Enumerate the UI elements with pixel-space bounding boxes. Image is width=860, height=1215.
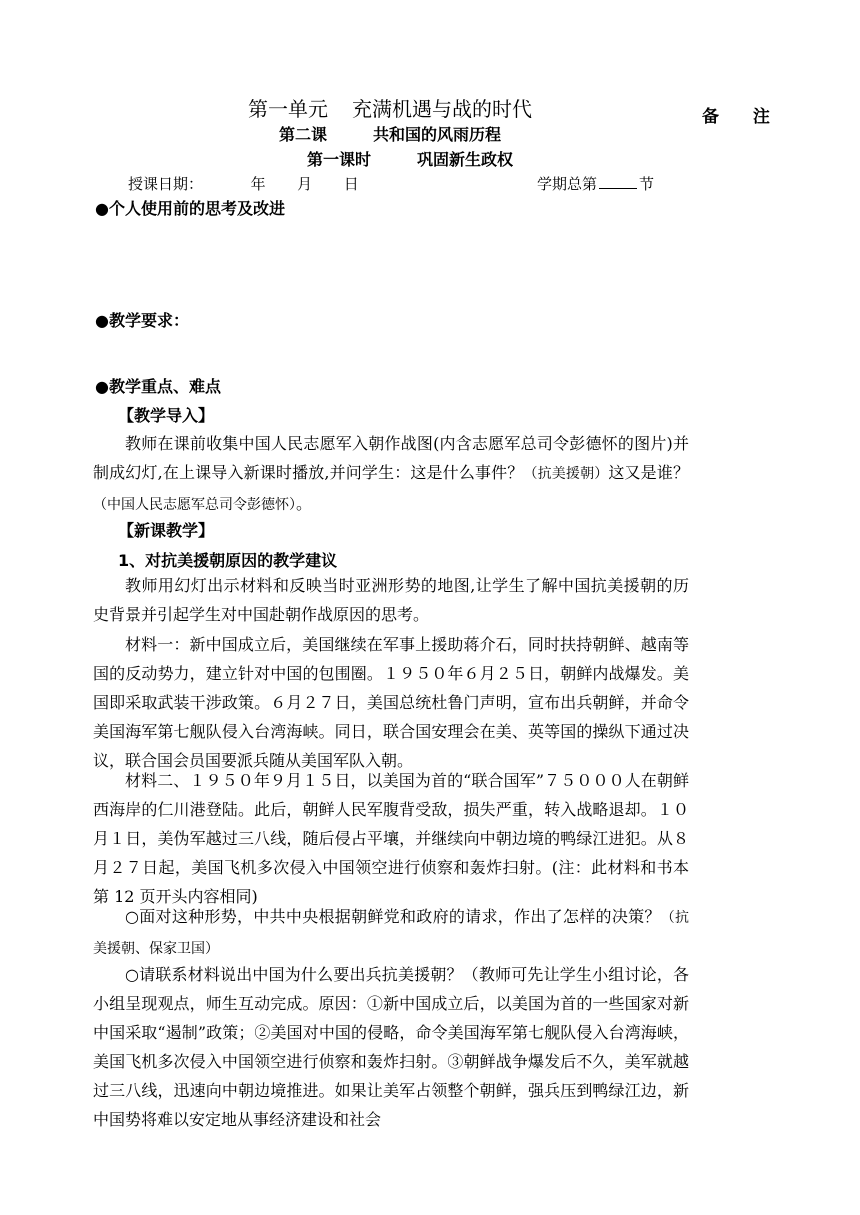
date-month: 月 bbox=[297, 175, 313, 193]
term-suffix: 节 bbox=[639, 175, 655, 193]
date-day: 日 bbox=[343, 175, 359, 193]
intro-text-b: 这又是谁？ bbox=[608, 463, 689, 482]
intro-paragraph bbox=[93, 429, 689, 520]
question-reasons: ○请联系材料说出中国为什么要出兵抗美援朝？（教师可先让学生小组讨论，各小组呈现观点，师生互动完成。原因：①新中国成立后，以美国为首的一些国家对新中国采取“遏制”政策；②美国对中国的侵略，命令美国海军第七舰队侵入台湾海峡，美国飞机多次侵入中国领空进行侦察和轰炸扫射。③朝鲜战争爆发后不久，美军就越过三八线，迅速向中朝边境推进。如果让美军占领整个朝鲜，强兵压到鸭绿江边，新中国势将难以安定地从事经济建设和社会 bbox=[93, 965, 689, 1129]
date-year: 年 bbox=[250, 175, 266, 193]
lesson-title bbox=[0, 122, 780, 145]
term-blank bbox=[599, 174, 637, 189]
margin-note-label: 备 注 bbox=[702, 107, 784, 127]
period-title bbox=[0, 147, 820, 170]
paragraph-slides: 教师用幻灯出示材料和反映当时亚洲形势的地图,让学生了解中国抗美援朝的历史背景并引起学生对中国赴朝作战原因的思考。 bbox=[93, 576, 689, 624]
section-new-lesson: 【新课教学】 bbox=[118, 521, 215, 540]
section-requirements: ●教学要求： bbox=[95, 311, 189, 330]
section-reflection: ●个人使用前的思考及改进 bbox=[95, 199, 285, 218]
intro-text-c: 。 bbox=[296, 494, 313, 513]
topic-1-heading: 1、对抗美援朝原因的教学建议 bbox=[118, 551, 338, 570]
unit-number: 第一单元 bbox=[248, 97, 328, 121]
intro-answer-1: （抗美援朝） bbox=[523, 466, 609, 482]
section-key-points: ●教学重点、难点 bbox=[95, 377, 221, 396]
paragraph-material-1: 材料一：新中国成立后，美国继续在军事上援助蒋介石，同时扶持朝鲜、越南等国的反动势力，建立针对中国的包围圈。１９５０年６月２５日，朝鲜内战爆发。美国即采取武装干涉政策。６月２７日，美国总统杜鲁门声明，宣布出兵朝鲜，并命令美国海军第七舰队侵入台湾海峡。同日，联合国安理会在美、英等国的操纵下通过决议，联合国会员国要派兵随从美国军队入朝。 bbox=[93, 635, 689, 770]
term-lesson-count bbox=[537, 173, 654, 194]
intro-text-a: 教师在课前收集中国人民志愿军入朝作战图(内含志愿军总司令彭德怀的图片)并制成幻灯,在上课导入新课时播放,并问学生：这是什么事件？ bbox=[93, 434, 689, 482]
question-decision-text: ○面对这种形势，中共中央根据朝鲜党和政府的请求，作出了怎样的决策？ bbox=[125, 907, 661, 926]
period-number: 第一课时 bbox=[306, 150, 371, 169]
lesson-date-line bbox=[128, 173, 359, 194]
lesson-number: 第二课 bbox=[278, 125, 327, 144]
term-prefix: 学期总第 bbox=[537, 175, 598, 193]
question-decision-answer: （抗美援朝、保家卫国） bbox=[93, 910, 689, 957]
intro-answer-2: （中国人民志愿军总司令彭德怀） bbox=[93, 497, 296, 513]
unit-name: 充满机遇与战的时代 bbox=[352, 97, 532, 121]
lesson-name: 共和国的风雨历程 bbox=[373, 125, 502, 144]
unit-title bbox=[0, 93, 780, 122]
paragraph-material-2: 材料二、１９５０年９月１５日，以美国为首的“联合国军”７５０００人在朝鲜西海岸的仁川港登陆。此后，朝鲜人民军腹背受敌，损失严重，转入战略退却。１０月１日，美伪军越过三八线，随后侵占平壤，并继续向中朝边境的鸭绿江进犯。从８月２７日起，美国飞机多次侵入中国领空进行侦察和轰炸扫射。(注：此材料和书本第 12 页开头内容相同) bbox=[93, 771, 689, 906]
question-decision bbox=[93, 902, 689, 964]
period-name: 巩固新生政权 bbox=[417, 150, 514, 169]
section-intro: 【教学导入】 bbox=[118, 406, 215, 425]
date-label: 授课日期： bbox=[128, 175, 204, 193]
